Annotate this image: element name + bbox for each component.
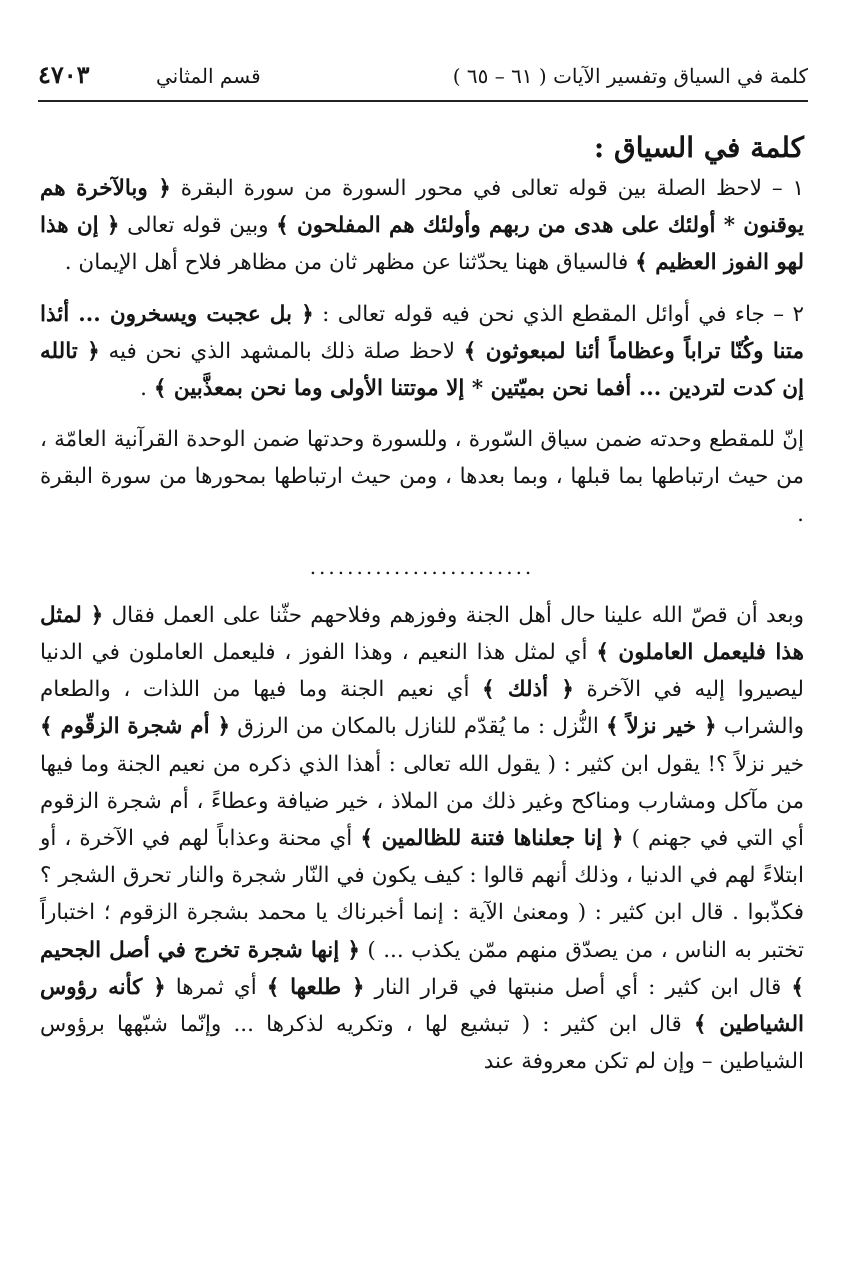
quran-quote: ﴿ وبالآخرة هم يوقنون * أولئك على هدى من ربهم وأولئك هم المفلحون ﴾ (40, 176, 804, 239)
quran-quote: ﴿ كأنه رؤوس الشياطين ﴾ (40, 974, 804, 1038)
text-run: أي محنة وعذاباً لهم في الآخرة ، أو ابتلاءً لهم في الدنيا ، وذلك أنهم قالوا : كيف يكون في النّار شجرة والنار تحرق الشجر ؟ فكذّبوا . قال ابن كثير : ( ومعنىٰ الآية : إنما أخبرناك يا محمد بشجرة الزقوم ؛ اختباراً تختبر به الناس ، من يصدّق منهم ممّن يكذب ... ) (40, 826, 804, 963)
page-body (40, 126, 804, 1080)
quran-quote: ﴿ أذلك ﴾ (482, 677, 574, 703)
section-label: قسم المثاني (156, 64, 261, 88)
quran-quote: ﴿ إنها شجرة تخرج في أصل الجحيم ﴾ (40, 937, 804, 1000)
text-run: ١ – لاحظ الصلة بين قوله تعالى في محور السورة من سورة البقرة (180, 176, 804, 201)
paragraph-point-2 (40, 296, 804, 408)
paragraph-point-1 (40, 170, 804, 282)
text-run: خير نزلاً ؟! يقول ابن كثير : ( يقول الله تعالى : أهذا الذي ذكره من نعيم الجنة وما فيها من مآكل ومشارب ومناكح وغير ذلك من الملاذ ، خير ضيافة وعطاءً ، أم شجرة الزقوم أي التي في جهنم ) (40, 751, 804, 852)
text-run: النُّزل : ما يُقدّم للنازل بالمكان من الرزق (237, 714, 599, 740)
quran-quote: ﴿ خير نزلاً ﴾ (606, 714, 717, 740)
text-run: أي لمثل هذا النعيم ، وهذا الفوز ، فليعمل العاملون في الدنيا ليصيروا إليه في الآخرة (40, 640, 804, 703)
text-run: لاحظ صلة ذلك بالمشهد الذي نحن فيه (108, 338, 455, 364)
running-title: كلمة في السياق وتفسير الآيات ( ٦١ – ٦٥ ) (452, 64, 808, 88)
page-header (38, 56, 808, 102)
quran-quote: ﴿ بل عجبت ويسخرون ... أئذا متنا وكُنّا تراباً وعظاماً أئنا لمبعوثون ﴾ (40, 301, 804, 364)
quran-quote: ﴿ لمثل هذا فليعمل العاملون ﴾ (40, 602, 804, 666)
section-divider: ........................ (309, 554, 535, 579)
text-run: وبين قوله تعالى (127, 213, 269, 239)
quran-quote: ﴿ إن هذا لهو الفوز العظيم ﴾ (40, 213, 804, 276)
quran-quote: ﴿ إنا جعلناها فتنة للظالمين ﴾ (360, 826, 624, 852)
quran-quote: ﴿ طلعها ﴾ (266, 974, 365, 1000)
text-run: قال ابن كثير : ( تبشيع لها ، وتكريه لذكرها ... وإنّما شبّهها برؤوس الشياطين – وإن لم تكن معروفة عند (40, 1012, 804, 1075)
paragraph-context: إنّ للمقطع وحدته ضمن سياق السّورة ، وللسورة وحدتها ضمن الوحدة القرآنية العامّة ، من حيث ارتباطها بما قبلها ، وبما بعدها ، ومن حيث ارتباطها بمحورها من سورة البقرة . (40, 427, 804, 527)
section-heading: كلمة في السياق : (593, 131, 804, 164)
quran-quote: ﴿ تالله إن كدت لتردين ... أفما نحن بميّتين * إلا موتتنا الأولى وما نحن بمعذَّبين ﴾ (40, 338, 804, 402)
quran-quote: ﴿ أم شجرة الزقّوم ﴾ (40, 714, 231, 740)
paragraph-tafsir (40, 597, 804, 1081)
text-run: فالسياق ههنا يحدّثنا عن مظهر ثان من مظاهر فلاح أهل الإيمان . (64, 250, 629, 276)
text-run: ٢ – جاء في أوائل المقطع الذي نحن فيه قوله تعالى : (322, 301, 805, 327)
text-run: قال ابن كثير : أي أصل منبتها في قرار النار (374, 974, 782, 1000)
text-run: أي نعيم الجنة وما فيها من اللذات ، والطعام والشراب (40, 677, 804, 740)
page-number: ٤٧٠٣ (38, 60, 90, 89)
text-run: أي ثمرها (175, 974, 257, 1000)
text-run: . (140, 376, 147, 402)
text-run: وبعد أن قصّ الله علينا حال أهل الجنة وفوزهم وفلاحهم حثّنا على العمل فقال (111, 602, 804, 628)
